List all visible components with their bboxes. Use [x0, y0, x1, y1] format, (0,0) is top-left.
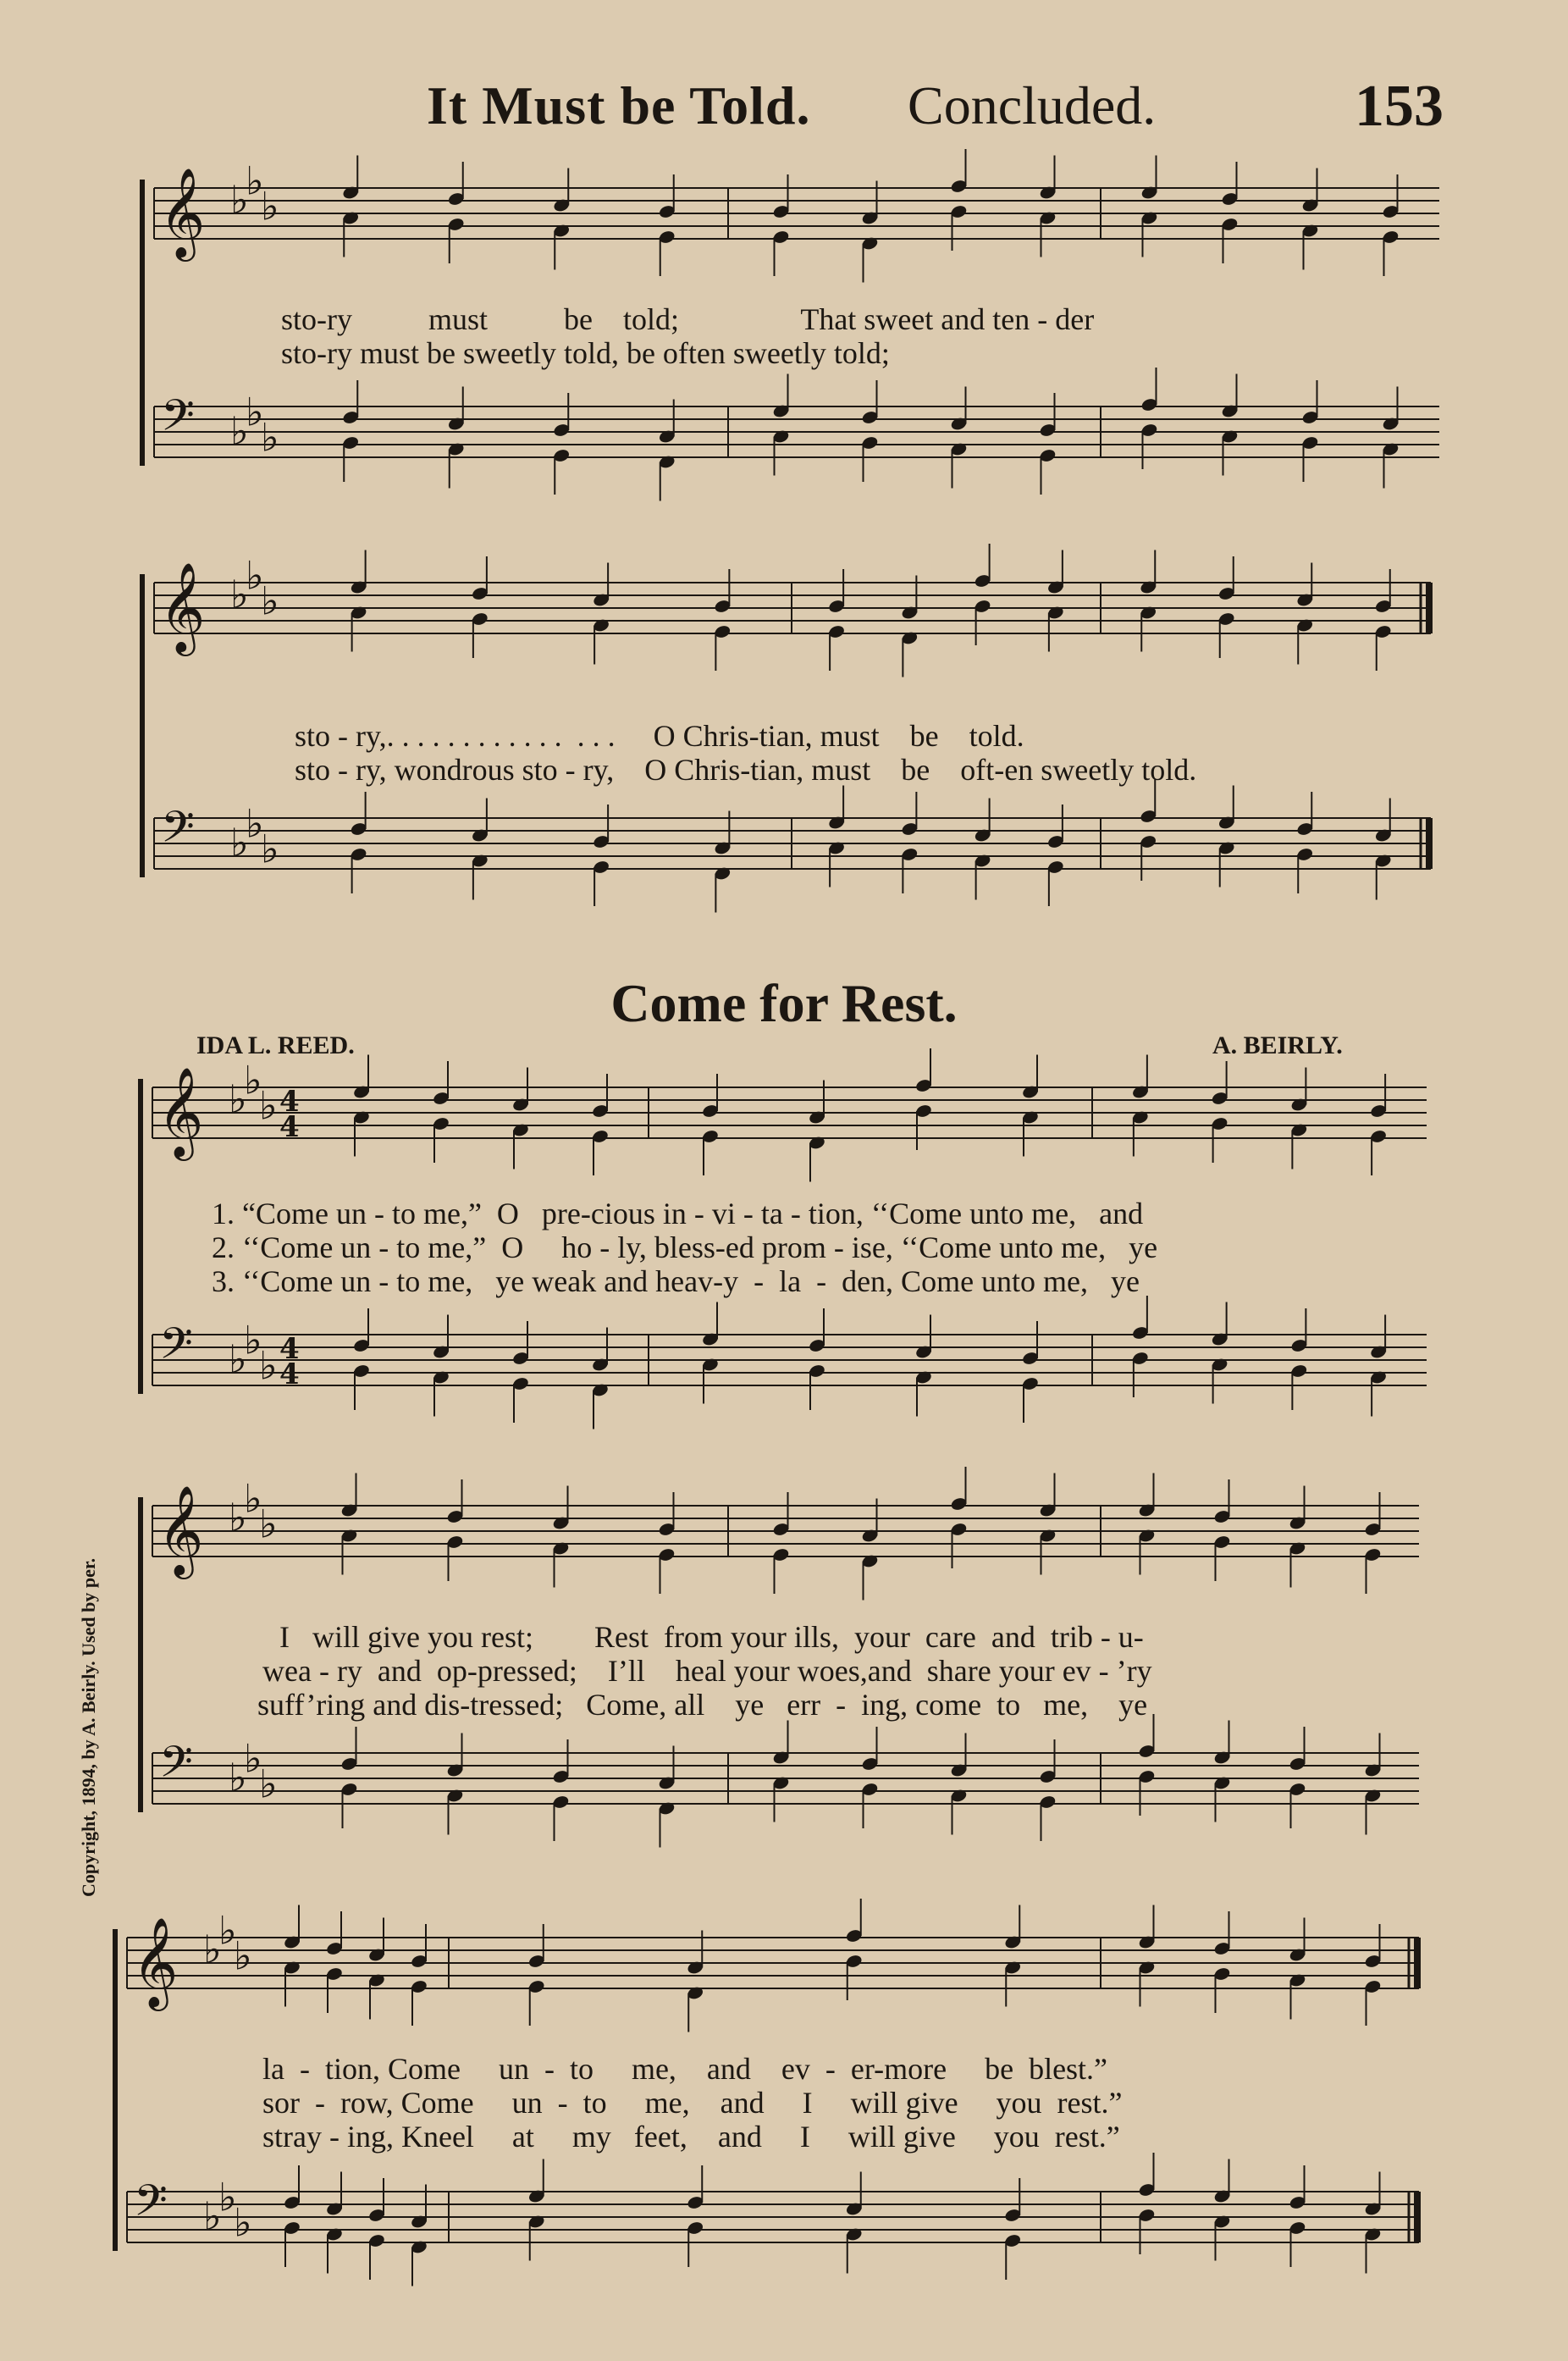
song2-system1-key-signature: ♭: [229, 1076, 247, 1122]
song2-system1-verse1: 1. “Come un - to me,” O pre-cious in - vi - ta - tion, ‘‘Come unto me, and: [212, 1197, 1144, 1230]
song2-system1-verse3: 3. ‘‘Come un - to me, ye weak and heav-y - la - den, Come unto me, ye: [212, 1264, 1140, 1298]
song1-system2-key-signature: ♭: [261, 826, 279, 872]
song1-system2-key-signature: ♭: [246, 552, 264, 599]
song2-system1-time-signature: 4: [279, 1085, 300, 1119]
song2-system2-key-signature: ♭: [259, 1501, 278, 1547]
song2-system2-key-signature: ♭: [229, 1495, 247, 1540]
page-number: 153: [1355, 74, 1444, 139]
song2-system1-key-signature: ♭: [259, 1082, 278, 1129]
song2-system2-verse1: I will give you rest; Rest from your ills, your care and trib - u-: [279, 1620, 1144, 1654]
song2-system3-key-signature: ♭: [218, 1907, 237, 1954]
song2-system3-key-signature: ♭: [234, 2199, 252, 2246]
song2-system2-treble-clef: 𝄞: [157, 1485, 204, 1575]
song2-system2-key-signature: ♭: [259, 1761, 278, 1807]
song2-system3-bass-clef: 𝄢: [134, 2175, 168, 2237]
song2-system3-treble-clef: 𝄞: [132, 1916, 179, 2007]
song2-system1-key-signature: ♭: [244, 1057, 262, 1103]
song1-system1-key-signature: ♭: [246, 158, 264, 204]
song1-system2-treble-clef: 𝄞: [159, 561, 206, 652]
song1-system2-key-signature: ♭: [230, 820, 249, 865]
song-title-header: It Must be Told.: [427, 75, 811, 135]
song1-system2-key-signature: ♭: [261, 578, 279, 624]
song1-system1-lyric-line2: sto-ry must be sweetly told, be often sweetly told;: [281, 336, 890, 370]
song2-system2-verse2: wea - ry and op-pressed; I’ll heal your woes,and share your ev - ’ry: [262, 1654, 1152, 1688]
song2-system1-time-signature: 4: [279, 1357, 300, 1391]
song1-system1-key-signature: ♭: [261, 414, 279, 461]
song1-system1-key-signature: ♭: [261, 183, 279, 229]
song2-system3-key-signature: ♭: [234, 1932, 252, 1979]
song2-system3-verse1: la - tion, Come un - to me, and ev - er-more be blest.”: [262, 2052, 1108, 2086]
song1-system2-bass-clef: 𝄢: [161, 801, 195, 863]
song1-system1-treble-clef: 𝄞: [159, 167, 206, 257]
song2-system1-key-signature: ♭: [229, 1336, 247, 1382]
song-subtitle-header: Concluded.: [908, 75, 1157, 135]
song2-system3-key-signature: ♭: [203, 2193, 222, 2239]
song1-system2-lyric-line2: sto - ry, wondrous sto - ry, O Chris-tian, must be oft-en sweetly told.: [295, 753, 1197, 787]
copyright-notice: Copyright, 1894, by A. Beirly. Used by per.: [78, 1557, 99, 1897]
song1-system1-key-signature: ♭: [246, 389, 264, 435]
song1-system1-key-signature: ♭: [230, 408, 249, 454]
song2-system3-verse2: sor - row, Come un - to me, and I will give you rest.”: [262, 2086, 1123, 2120]
song2-system3-key-signature: ♭: [203, 1927, 222, 1972]
song2-system3-key-signature: ♭: [218, 2174, 237, 2220]
song2-system1-key-signature: ♭: [259, 1342, 278, 1389]
song2-system2-key-signature: ♭: [229, 1755, 247, 1800]
song2-system3-verse3: stray - ing, Kneel at my feet, and I will give you rest.”: [262, 2120, 1120, 2154]
song1-system2-key-signature: ♭: [230, 572, 249, 617]
song2-title: Come for Rest.: [610, 973, 958, 1033]
song1-system1-lyric-line1: sto-ry must be told; That sweet and ten - der: [281, 302, 1095, 336]
song2-system1-key-signature: ♭: [244, 1317, 262, 1363]
song2-system2-bass-clef: 𝄢: [159, 1736, 193, 1798]
song2-system2-verse3: suff’ring and dis-tressed; Come, all ye err - ing, come to me, ye: [257, 1688, 1148, 1722]
song1-system1-key-signature: ♭: [230, 177, 249, 223]
song2-system1-time-signature: 4: [279, 1110, 300, 1144]
song1-system2-lyric-line1: sto - ry,. . . . . . . . . . . . . . . O Chris-tian, must be told.: [295, 719, 1024, 753]
song2-author: IDA L. REED.: [196, 1031, 355, 1059]
song2-system1-treble-clef: 𝄞: [157, 1066, 204, 1157]
song2-system1-time-signature: 4: [279, 1332, 300, 1366]
song1-system2-key-signature: ♭: [246, 800, 264, 847]
song2-system2-key-signature: ♭: [244, 1735, 262, 1782]
song2-composer: A. BEIRLY.: [1212, 1031, 1343, 1059]
song2-system1-verse2: 2. ‘‘Come un - to me,” O ho - ly, bless-ed prom - ise, ‘‘Come unto me, ye: [212, 1230, 1158, 1264]
song2-system1-bass-clef: 𝄢: [159, 1318, 193, 1380]
song2-system2-key-signature: ♭: [244, 1475, 262, 1522]
song1-system1-bass-clef: 𝄢: [161, 390, 195, 451]
